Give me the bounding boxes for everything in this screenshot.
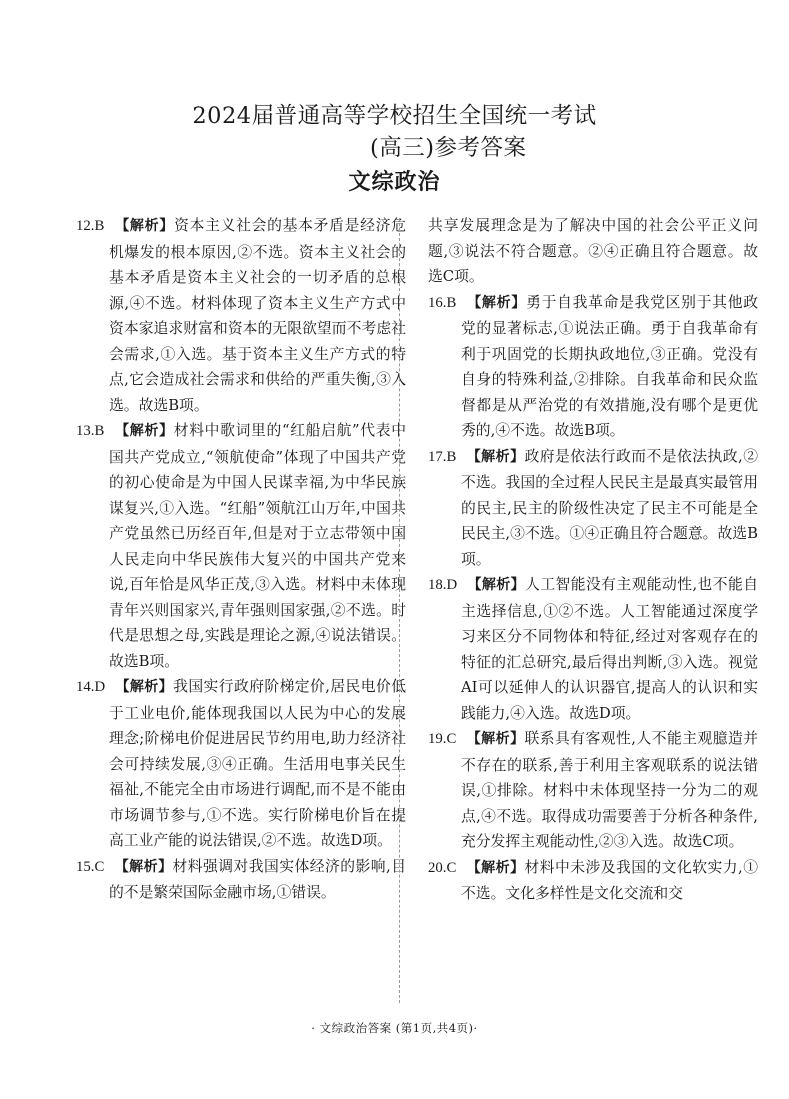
- answer-text: 资本主义社会的基本矛盾是经济危机爆发的根本原因,②不选。资本主义社会的基本矛盾是资本主义社会的一切矛盾的总根源,④不选。材料体现了资本主义生产方式中资本家追求财富和资本的无限欲望而不考虑社会需求,①入选。基于资本主义生产方式的特点,它会造成社会需求和供给的严重失衡,③入选。故选B项。: [109, 217, 406, 414]
- answer-item-15-continued: [428, 213, 758, 290]
- analysis-tag: 【解析】: [115, 679, 174, 695]
- answer-number: 15.C: [76, 858, 105, 875]
- exam-title: 2024届普通高等学校招生全国统一考试: [192, 103, 597, 129]
- answer-item-14: [76, 674, 406, 854]
- analysis-tag: 【解析】: [466, 448, 525, 465]
- page-footer: · 文综政治答案 (第1页,共4页)·: [311, 1021, 478, 1035]
- answer-item-16: [428, 290, 758, 444]
- answer-item-13: [76, 418, 406, 674]
- answer-text: 政府是依法行政而不是依法执政,②不选。我国的全过程人民民主是最真实最管用的民主,民主的阶级性决定了民主不可能是全民民主,③不选。①④正确且符合题意。故选B项。: [461, 447, 758, 568]
- analysis-tag: 【解析】: [467, 294, 527, 311]
- answer-text: 材料强调对我国实体经济的影响,目的不是繁荣国际金融市场,①错误。: [109, 857, 406, 901]
- exam-subtitle: (高三)参考答案: [370, 135, 527, 161]
- answer-number: 17.B: [428, 448, 457, 465]
- answer-item-17: [428, 444, 758, 573]
- answer-number: 20.C: [428, 859, 457, 876]
- analysis-tag: 【解析】: [466, 731, 525, 747]
- answer-number: 13.B: [76, 423, 105, 439]
- analysis-tag: 【解析】: [115, 423, 174, 439]
- answer-text: 联系具有客观性,人不能主观臆造并不存在的联系,善于利用主客观联系的说法错误,①排除。材料中未体现坚持一分为二的观点,④不选。取得成功需要善于分析各种条件,充分发挥主观能动性,②③入选。故选C项。: [461, 730, 758, 850]
- answer-item-20: [428, 855, 758, 907]
- subject-heading: 文综政治: [348, 170, 441, 195]
- answer-text: 人工智能没有主观能动性,也不能自主选择信息,①②不选。人工智能通过深度学习来区分不同物体和特征,经过对客观存在的特征的汇总研究,最后得出判断,③入选。视觉AI可以延伸人的认识器官,提高人的认识和实践能力,④入选。故选D项。: [461, 576, 758, 722]
- answer-item-18: [428, 572, 758, 726]
- answer-text: 材料中歌词里的“红船启航”代表中国共产党成立,“领航使命”体现了中国共产党的初心使命是为中国人民谋幸福,为中华民族谋复兴,①入选。“红船”领航江山万年,中国共产党虽然已历经百年,但是对于立志带领中国人民走向中华民族伟大复兴的中国共产党来说,百年恰是风华正茂,③入选。材料中未体现青年兴则国家兴,青年强则国家强,②不选。时代是思想之母,实践是理论之源,④说法错误。故选B项。: [109, 422, 406, 670]
- answer-item-12: [76, 213, 406, 418]
- analysis-tag: 【解析】: [115, 218, 175, 234]
- answer-text: 材料中未涉及我国的文化软实力,①不选。文化多样性是文化交流和交: [461, 858, 758, 902]
- analysis-tag: 【解析】: [466, 859, 525, 876]
- answer-number: 16.B: [428, 294, 457, 311]
- right-column: [428, 213, 758, 907]
- answer-number: 12.B: [76, 218, 105, 234]
- answer-item-19: [428, 726, 758, 855]
- answer-number: 18.D: [428, 577, 458, 593]
- answer-text: 共享发展理念是为了解决中国的社会公平正义问题,③说法不符合题意。②④正确且符合题意。故选C项。: [428, 217, 758, 285]
- answer-text: 我国实行政府阶梯定价,居民电价低于工业电价,能体现我国以人民为中心的发展理念;阶梯电价促进居民节约用电,助力经济社会可持续发展,③④正确。生活用电事关民生福祉,不能完全由市场进行调配,而不是不能由市场调节参与,①不选。实行阶梯电价旨在提高工业产能的说法错误,②不选。故选D项。: [109, 678, 406, 849]
- left-column: [76, 213, 406, 906]
- answer-number: 14.D: [76, 679, 106, 695]
- analysis-tag: 【解析】: [467, 577, 526, 593]
- answer-text: 勇于自我革命是我党区别于其他政党的显著标志,①说法正确。勇于自我革命有利于巩固党的长期执政地位,③正确。党没有自身的特殊利益,②排除。自我革命和民众监督都是从严治党的有效措施,没有哪个是更优秀的,④不选。故选B项。: [461, 293, 758, 439]
- answer-item-15: [76, 854, 406, 906]
- analysis-tag: 【解析】: [114, 858, 173, 875]
- column-divider: [399, 218, 400, 1003]
- answer-number: 19.C: [428, 731, 457, 747]
